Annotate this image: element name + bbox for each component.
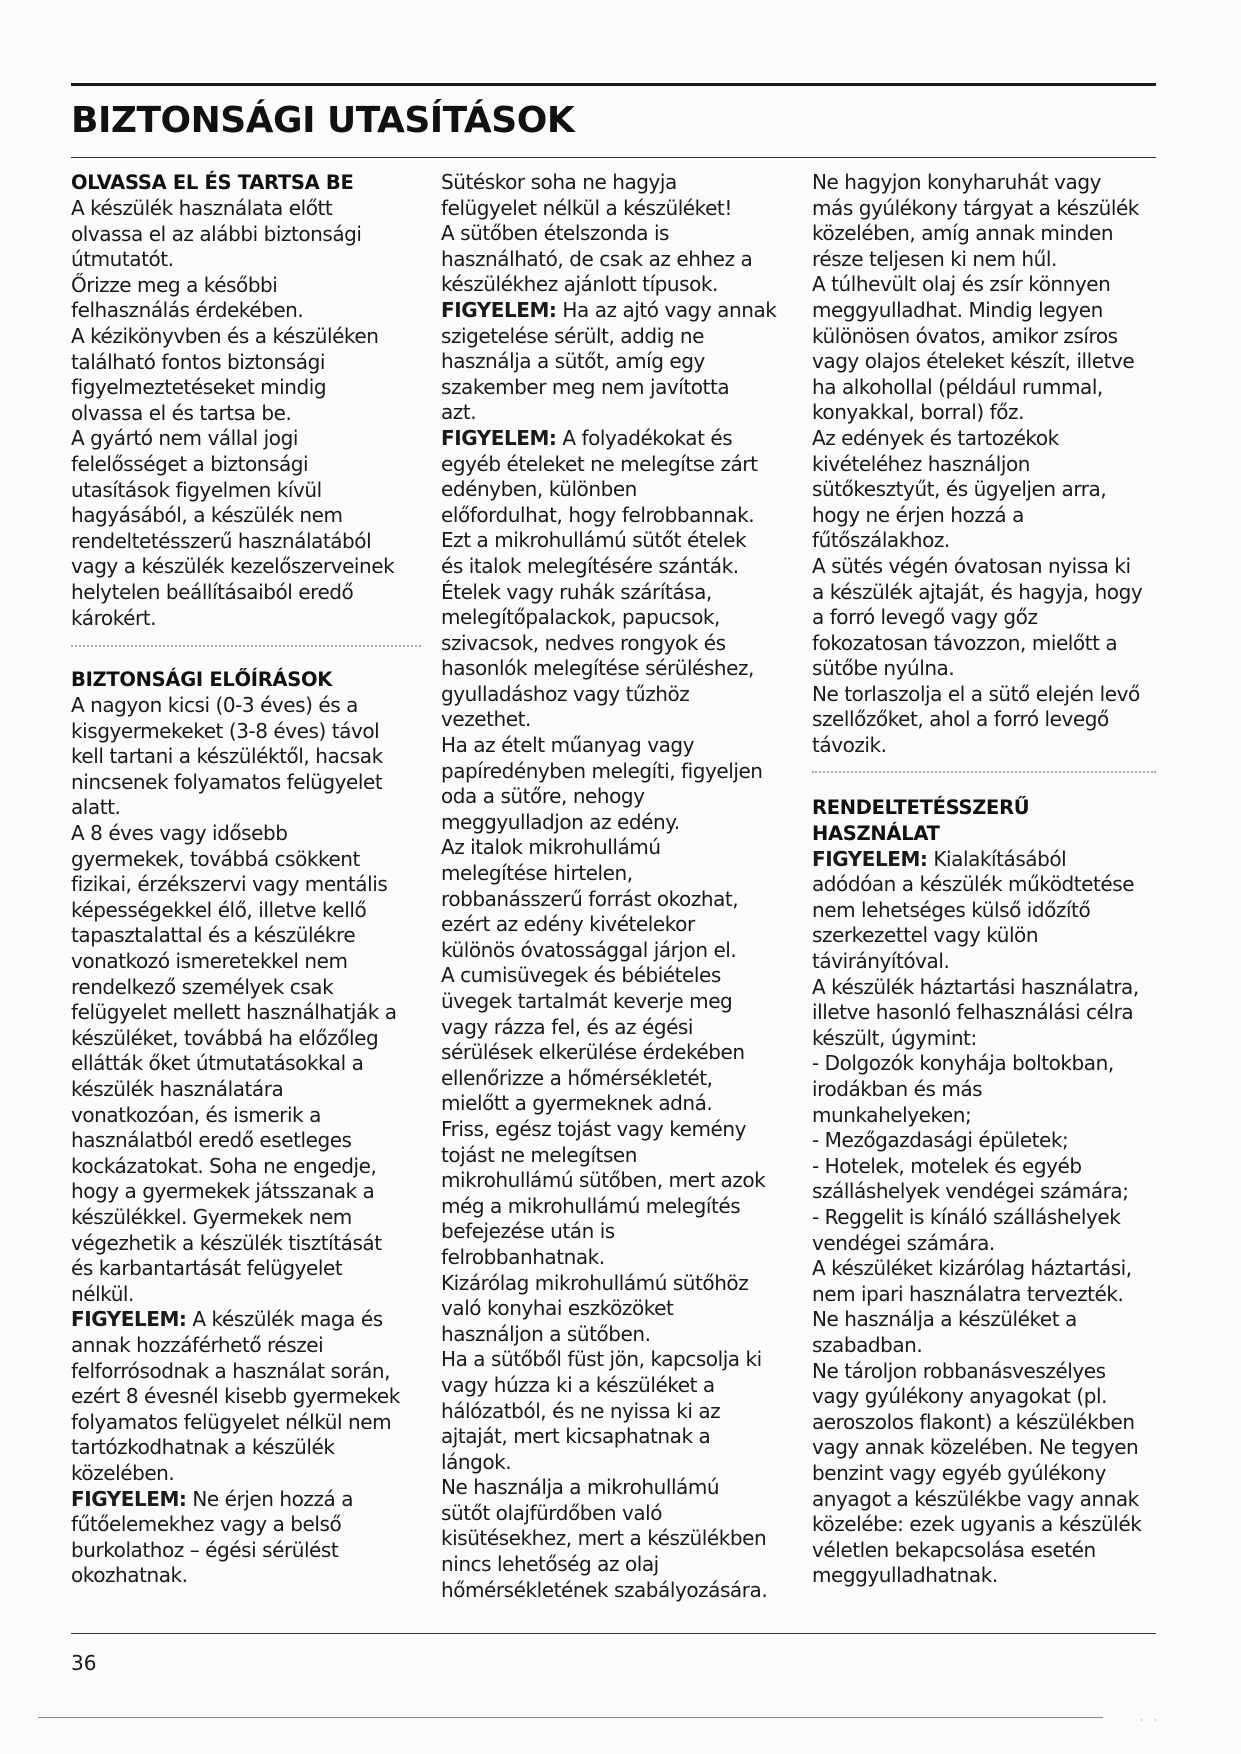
warning-label: FIGYELEM: <box>71 1307 187 1332</box>
column-1 <box>71 170 421 1589</box>
dotted-separator <box>812 771 1156 773</box>
column-2 <box>441 170 791 1603</box>
safety-rules-text <box>71 693 421 1589</box>
page-number: 36 <box>71 1651 97 1675</box>
warning-label: FIGYELEM: <box>71 1486 187 1511</box>
intended-use-body: Kialakításából adódóan a készülék működtetése nem lehetséges külső időzítő szerkezettel vagy külön távirányítóval. A készülék háztartási használatra, illetve hasonló felhasználási célra készült, úgymint: - Dolgozók konyhája boltokban, irodákban és más munkahelyeken; - Mezőgazdasági épületek; - Hotelek, motelek és egyéb szálláshelyek vendégei számára; - Reggelit is kínáló szálláshelyek vendégei számára. A készüléket kizárólag háztartási, nem ipari használatra tervezték. Ne használja a készüléket a szabadban. Ne tároljon robbanásveszélyes vagy gyúlékony anyagokat (pl. aeroszolos flakont) a készülékben vagy annak közelében. Ne tegyen benzint vagy egyéb gyúlékony anyagot a készülékbe vagy annak közelébe: ezek ugyanis a készülék véletlen bekapcsolása esetén meggyulladhatnak. <box>812 846 1142 1588</box>
section-heading-read-and-keep: OLVASSA EL ÉS TARTSA BE <box>71 171 354 194</box>
warning-liquids-text: A folyadékokat és egyéb ételeket ne melegítse zárt edényben, különben előfordulhat, hogy felrobbannak. Ezt a mikrohullámú sütőt ételek és italok melegítésére szánták. Ételek vagy ruhák szárítása, melegítőpalackok, papucsok, szivacsok, nedves rongyok és hasonlók melegítése sérüléshez, gyulladáshoz vagy tűzhöz vezethet. Ha az ételt műanyag vagy papíredényben melegíti, figyeljen oda a sütőre, nehogy meggyulladjon az edény. Az italok mikrohullámú melegítése hirtelen, robbanásszerű forrást okozhat, ezért az edény kivételekor különös óvatossággal járjon el. A cumisüvegek és bébiételes üvegek tartalmát keverje meg vagy rázza fel, és az égési sérülések elkerülése érdekében ellenőrizze a hőmérsékletét, mielőtt a gyermeknek adná. Friss, egész tojást vagy kemény tojást ne melegítsen mikrohullámú sütőben, mert azok még a mikrohullámú melegítés befejezése után is felrobbanhatnak. Kizárólag mikrohullámú sütőhöz való konyhai eszközöket használjon a sütőben. Ha a sütőből füst jön, kapcsolja ki vagy húzza ki a készüléket a hálózatból, és ne nyissa ki az ajtaját, mert kicsaphatnak a lángok. Ne használja a mikrohullámú sütőt olajfürdőben való kisütésekhez, mert a készülékben nincs lehetőség az olaj hőmérsékletének szabályozására. <box>441 425 768 1602</box>
read-and-keep-text: A készülék használata előtt olvassa el az alábbi biztonsági útmutatót. Őrizze meg a későbbi felhasználás érdekében. A kézikönyvben és a készüléken található fontos biztonsági figyelmeztetéseket mindig olvassa el és tartsa be. A gyártó nem vállal jogi felelősséget a biztonsági utasítások figyelmen kívül hagyásából, a készülék nem rendeltetésszerű használatából vagy a készülék kezelőszerveinek helytelen beállításaiból eredő károkért. <box>71 196 395 630</box>
column-2-text <box>441 170 791 1603</box>
bottom-rule <box>71 1633 1156 1634</box>
section-heading-intended-use: RENDELTETÉSSZERŰ HASZNÁLAT <box>812 795 1030 845</box>
warning-label: FIGYELEM: <box>441 297 557 322</box>
warning-label: FIGYELEM: <box>812 846 928 871</box>
footer-rule <box>38 1717 1103 1718</box>
dotted-separator <box>71 645 421 647</box>
intended-use-text <box>812 847 1156 1589</box>
title-underline <box>71 157 1156 158</box>
footer-marks: · · <box>1140 1716 1161 1726</box>
warning-label: FIGYELEM: <box>441 425 557 450</box>
page-title: BIZTONSÁGI UTASÍTÁSOK <box>71 100 575 141</box>
warning-door-text: Ha az ajtó vagy annak szigetelése sérült, addig ne használja a sütőt, amíg egy szakember meg nem javította azt. <box>441 297 777 425</box>
warning-hot-parts-text: A készülék maga és annak hozzáférhető részei felforrósodnak a használat során, ezért 8 évesnél kisebb gyermekek folyamatos felügyelet nélkül nem tartózkodhatnak a készülék közelében. <box>71 1307 400 1485</box>
top-rule <box>71 83 1156 86</box>
safety-rules-intro: A nagyon kicsi (0-3 éves) és a kisgyermekeket (3-8 éves) távol kell tartani a készüléktől, hacsak nincsenek folyamatos felügyelet alatt. A 8 éves vagy idősebb gyermekek, továbbá csökkent fizikai, érzékszervi vagy mentális képességekkel élő, illetve kellő tapasztalattal és a készülékre vonatkozó ismeretekkel nem rendelkező személyek csak felügyelet mellett használhatják a készüléket, továbbá ha előzőleg ellátták őket útmutatásokkal a készülék használatára vonatkozóan, és ismerik a használatból eredő esetleges kockázatokat. Soha ne engedje, hogy a gyermekek játsszanak a készülékkel. Gyermekek nem végezhetik a készülék tisztítását és karbantartását felügyelet nélkül. <box>71 693 397 1306</box>
warning-heating-elements-text: Ne érjen hozzá a fűtőelemekhez vagy a belső burkolathoz – égési sérülést okozhatnak. <box>71 1486 354 1588</box>
column-3 <box>812 170 1156 1589</box>
supervision-text: Sütéskor soha ne hagyja felügyelet nélkül a készüléket! A sütőben ételszonda is használható, de csak az ehhez a készülékhez ajánlott típusok. <box>441 170 753 297</box>
flammable-items-text: Ne hagyjon konyharuhát vagy más gyúlékony tárgyat a készülék közelében, amíg annak minden része teljesen ki nem hűl. A túlhevült olaj és zsír könnyen meggyulladhat. Mindig legyen különösen óvatos, amikor zsíros vagy olajos ételeket készít, illetve ha alkohollal (például rummal, konyakkal, borral) főz. Az edények és tartozékok kivételéhez használjon sütőkesztyűt, és ügyeljen arra, hogy ne érjen hozzá a fűtőszálakhoz. A sütés végén óvatosan nyissa ki a készülék ajtaját, és hagyja, hogy a forró levegő vagy gőz fokozatosan távozzon, mielőtt a sütőbe nyúlna. Ne torlaszolja el a sütő elején levő szellőzőket, ahol a forró levegő távozik. <box>812 170 1143 758</box>
section-heading-safety-rules: BIZTONSÁGI ELŐÍRÁSOK <box>71 668 333 692</box>
